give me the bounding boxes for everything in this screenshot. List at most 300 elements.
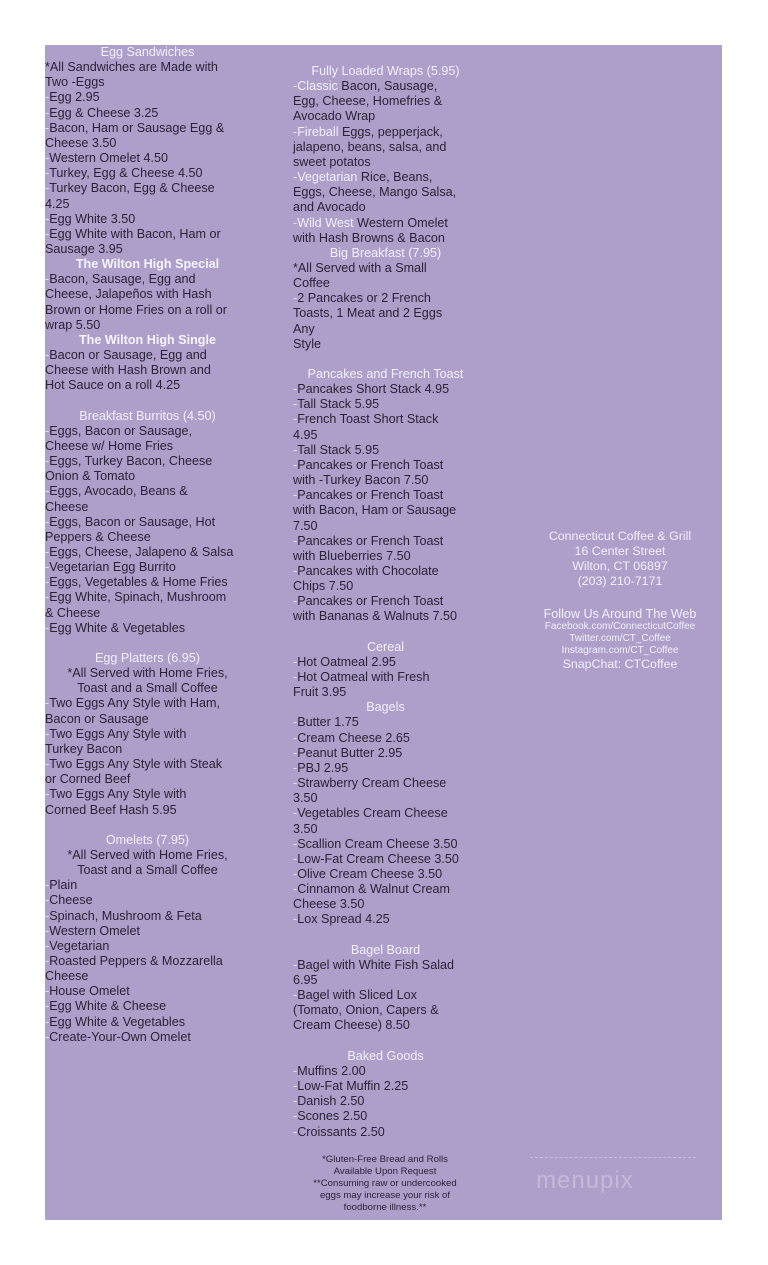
menu-item: [45, 181, 215, 196]
menu-item: [293, 458, 443, 473]
dash-marker: -: [45, 454, 50, 469]
dash-marker: -: [293, 776, 298, 791]
dash-marker: -: [45, 544, 50, 559]
line-text: Pancakes or French Toast: [297, 457, 444, 472]
menu-item: [293, 564, 439, 579]
menu-item-continued: [45, 242, 123, 257]
menu-item: [293, 1064, 366, 1079]
instagram-link[interactable]: Instagram.com/CT_Coffee: [561, 645, 679, 656]
menu-item-continued: [45, 969, 88, 984]
line-text: Toasts, 1 Meat and 2 Eggs: [293, 306, 443, 321]
menu-item-continued: [293, 549, 411, 564]
menu-item: [45, 924, 140, 939]
menu-item-continued: [293, 609, 457, 624]
line-text: Bacon or Sausage: [45, 711, 149, 726]
dash-marker: -: [293, 851, 298, 866]
line-text: Fruit 3.95: [293, 685, 347, 700]
menu-item: [45, 212, 135, 227]
line-text: with Bananas & Walnuts 7.50: [293, 609, 458, 624]
line-text: Roasted Peppers & Mozzarella: [49, 954, 223, 968]
section-heading: [293, 640, 478, 655]
line-text: jalapeno, beans, salsa, and: [293, 139, 447, 154]
menu-item-continued: [293, 503, 456, 518]
menu-item-continued: [293, 428, 318, 443]
menu-item: [45, 106, 158, 121]
raw-eggs-warning-2: eggs may increase your risk of: [319, 1190, 451, 1201]
line-text: Style: [293, 336, 321, 351]
menu-item-continued: [293, 200, 366, 215]
menu-item-continued: [293, 306, 442, 321]
dash-marker: -: [45, 878, 50, 893]
gluten-free-note: *Gluten-Free Bread and Rolls: [322, 1154, 448, 1165]
address-city: Wilton, CT 06897: [572, 559, 668, 573]
line-text: Cinnamon & Walnut Cream: [297, 882, 451, 897]
dash-marker: -: [45, 999, 50, 1014]
menu-item-continued: [45, 378, 180, 393]
line-text: Two Eggs Any Style with Ham,: [49, 696, 220, 711]
menu-item-continued: [293, 519, 318, 534]
dash-marker: -: [293, 382, 298, 397]
line-text: Tall Stack 5.95: [297, 397, 380, 412]
dash-marker: -: [45, 696, 50, 711]
line-text: Eggs, Cheese, Mango Salsa,: [293, 185, 457, 200]
wrap-item: [293, 125, 443, 140]
menu-item: [293, 958, 454, 973]
dash-marker: -: [45, 484, 50, 499]
line-text: Omelets (7.95): [105, 832, 190, 847]
line-text: Two Eggs Any Style with Steak: [49, 757, 223, 772]
line-text: Vegetarian: [49, 938, 110, 953]
menu-item: [45, 545, 233, 560]
menu-item: [45, 515, 215, 530]
menu-item: [293, 488, 443, 503]
line-text: Egg White 3.50: [49, 211, 136, 226]
menu-item-continued: [293, 897, 364, 912]
snapchat-handle: SnapChat: CTCoffee: [562, 657, 678, 671]
wrap-name: Wild West: [297, 215, 354, 230]
dash-marker: -: [45, 757, 50, 772]
line-text: 4.95: [293, 427, 318, 442]
section-note: [45, 666, 250, 681]
section-note: [45, 681, 250, 696]
dash-marker: -: [293, 397, 298, 412]
line-text: Cheese: [45, 969, 89, 984]
line-text: sweet potatos: [293, 154, 371, 169]
line-text: Low-Fat Cream Cheese 3.50: [297, 851, 459, 866]
menu-item-continued: [293, 337, 321, 352]
menu-item: [45, 1030, 191, 1045]
line-text: Plain: [49, 878, 78, 893]
menu-item: [293, 761, 348, 776]
dash-marker: -: [293, 654, 298, 669]
dash-marker: -: [293, 912, 298, 927]
line-text: Muffins 2.00: [297, 1063, 366, 1078]
social-links: [520, 607, 720, 671]
line-text: Baked Goods: [347, 1048, 424, 1063]
menu-item: [45, 151, 168, 166]
dash-marker: -: [293, 866, 298, 881]
menu-item-continued: [45, 75, 105, 90]
dash-marker: -: [293, 488, 298, 503]
dash-marker: -: [45, 575, 50, 590]
line-text: Cream Cheese) 8.50: [293, 1018, 410, 1033]
line-text: Eggs, Bacon or Sausage,: [49, 423, 193, 438]
dash-marker: -: [45, 726, 50, 741]
dash-marker: -: [293, 1109, 298, 1124]
section-heading: [45, 651, 250, 666]
menu-item: [45, 560, 176, 575]
menu-item-continued: [45, 469, 135, 484]
menu-item: [293, 776, 446, 791]
line-text: Bacon, Sausage, Egg and: [49, 272, 196, 287]
menu-item: [45, 166, 203, 181]
line-text: Two -Eggs: [45, 75, 105, 90]
menu-item-continued: [45, 439, 173, 454]
line-text: Bagels: [366, 700, 405, 715]
wrap-item: [293, 170, 432, 185]
menu-item-continued: [293, 973, 318, 988]
menu-item-continued: [45, 500, 88, 515]
line-text: with Hash Browns & Bacon: [293, 230, 445, 245]
line-text: Breakfast Burritos (4.50): [79, 408, 216, 423]
line-text: Chips 7.50: [293, 579, 354, 594]
dash-marker: -: [293, 1063, 298, 1078]
line-text: Tall Stack 5.95: [297, 442, 380, 457]
section-heading: [293, 1049, 478, 1064]
raw-eggs-warning: **Consuming raw or undercooked: [313, 1178, 457, 1189]
wrap-name: Classic: [297, 79, 338, 94]
dash-marker: -: [45, 923, 50, 938]
line-text: Egg White, Spinach, Mushroom: [49, 590, 227, 605]
menu-item: [45, 909, 202, 924]
line-text: Cheese: [45, 499, 89, 514]
line-text: *All Served with Home Fries,: [67, 666, 228, 681]
line-text: Egg Platters (6.95): [95, 651, 200, 665]
line-text: 4.25: [45, 196, 70, 211]
dash-marker: -: [293, 745, 298, 760]
line-text: Onion & Tomato: [45, 469, 136, 484]
dash-marker: -: [45, 560, 50, 575]
line-text: Cheese w/ Home Fries: [45, 438, 174, 453]
line-text: *All Sandwiches are Made with: [45, 60, 218, 75]
line-text: Scallion Cream Cheese 3.50: [297, 836, 458, 851]
dash-marker: -: [45, 954, 50, 968]
line-text: Croissants 2.50: [297, 1124, 385, 1139]
section-heading: [293, 64, 478, 79]
line-text: Pancakes with Chocolate: [297, 563, 439, 578]
line-text: The Wilton High Special: [75, 257, 220, 272]
dash-marker: -: [45, 211, 50, 226]
dash-marker: -: [45, 105, 50, 120]
line-text: Hot Sauce on a roll 4.25: [45, 378, 181, 393]
line-text: Avocado Wrap: [293, 109, 376, 124]
line-text: (Tomato, Onion, Capers &: [293, 1003, 439, 1018]
menu-item: [45, 348, 207, 363]
line-text: Cheese with Hash Brown and: [45, 363, 211, 378]
menu-item: [293, 746, 402, 761]
special-heading: [45, 257, 250, 272]
dash-marker: -: [293, 882, 298, 897]
line-text: with Blueberries 7.50: [293, 548, 411, 563]
line-text: Hot Oatmeal 2.95: [297, 654, 396, 669]
special-heading: [45, 333, 250, 348]
line-text: Any: [293, 321, 315, 336]
line-text: Rice, Beans,: [357, 170, 433, 185]
menu-item-continued: [293, 791, 318, 806]
dash-marker: -: [45, 226, 50, 241]
dash-marker: -: [45, 423, 50, 438]
dash-marker: -: [45, 1029, 50, 1044]
menu-item: [45, 984, 130, 999]
section-heading: [45, 409, 250, 424]
line-text: Cereal: [366, 639, 405, 654]
dash-marker: -: [293, 715, 298, 730]
dash-marker: -: [45, 908, 50, 923]
dash-marker: -: [293, 533, 298, 548]
line-text: Bagel Board: [350, 942, 421, 957]
line-text: Cream Cheese 2.65: [297, 730, 410, 745]
menu-item: [45, 272, 196, 287]
line-text: *All Served with a Small: [293, 260, 427, 275]
line-text: 7.50: [293, 518, 318, 533]
menu-item-continued: [293, 1003, 439, 1018]
dash-marker: -: [293, 1124, 298, 1139]
line-text: Egg White & Cheese: [49, 999, 167, 1014]
menu-item: [45, 696, 220, 711]
line-text: Egg White & Vegetables: [49, 1014, 186, 1029]
line-text: Egg, Cheese, Homefries &: [293, 94, 443, 109]
dash-marker: -: [45, 1014, 50, 1029]
line-text: Danish 2.50: [297, 1094, 365, 1109]
menu-item-continued: [45, 712, 149, 727]
dash-marker: -: [45, 166, 50, 181]
menu-item: [45, 424, 192, 439]
menu-item: [45, 484, 188, 499]
facebook-link[interactable]: Facebook.com/ConnecticutCoffee: [544, 621, 696, 632]
line-text: Toast and a Small Coffee: [77, 681, 218, 696]
line-text: Butter 1.75: [297, 715, 359, 730]
dash-marker: -: [45, 151, 50, 166]
dash-marker: -: [293, 457, 298, 472]
menu-item: [293, 867, 442, 882]
menu-item: [45, 621, 185, 636]
line-text: & Cheese: [45, 605, 101, 620]
line-text: Big Breakfast (7.95): [329, 245, 442, 260]
line-text: wrap 5.50: [45, 317, 101, 332]
menu-item: [293, 291, 431, 306]
wrap-item: [293, 216, 448, 231]
line-text: Eggs, Cheese, Jalapeno & Salsa: [49, 544, 234, 559]
menu-item: [45, 90, 100, 105]
address-street: 16 Center Street: [574, 544, 666, 558]
menu-item: [293, 1079, 408, 1094]
line-text: *All Served with Home Fries,: [67, 847, 228, 862]
menu-item: [293, 443, 379, 458]
line-text: Pancakes or French Toast: [297, 594, 444, 609]
line-text: 3.50: [293, 821, 318, 836]
line-text: with Bacon, Ham or Sausage: [293, 503, 457, 518]
line-text: Western Omelet: [49, 923, 140, 938]
wrap-name: Vegetarian: [297, 170, 358, 185]
dash-marker: -: [293, 988, 298, 1003]
menu-item: [45, 893, 93, 908]
menu-item-continued: [293, 685, 346, 700]
menu-item-continued: [45, 772, 130, 787]
menu-item-continued: [293, 231, 445, 246]
menu-item: [45, 954, 223, 969]
menu-item-continued: [293, 140, 446, 155]
dash-marker: -: [45, 938, 50, 953]
menu-item: [293, 397, 379, 412]
line-text: Turkey, Egg & Cheese 4.50: [49, 166, 203, 181]
contact-info: [520, 529, 720, 589]
section-heading: [293, 246, 478, 261]
menu-item: [293, 882, 450, 897]
line-text: 6.95: [293, 973, 318, 987]
line-text: Lox Spread 4.25: [297, 912, 390, 927]
line-text: Olive Cream Cheese 3.50: [297, 866, 443, 881]
line-text: Scones 2.50: [297, 1109, 368, 1124]
dash-marker: -: [293, 806, 298, 821]
dash-marker: -: [45, 787, 50, 802]
section-heading: [293, 367, 478, 382]
menu-item-continued: [45, 303, 227, 318]
menu-item: [45, 454, 212, 469]
menu-item-continued: [293, 579, 353, 594]
menu-item: [293, 806, 448, 821]
menu-item-continued: [293, 94, 442, 109]
dash-marker: -: [45, 620, 50, 635]
dash-marker: -: [45, 514, 50, 529]
menu-item-continued: [45, 803, 177, 818]
menupix-watermark: menupix: [530, 1157, 696, 1204]
line-text: Egg 2.95: [49, 90, 100, 105]
menu-item-continued: [293, 155, 371, 170]
menu-item-continued: [293, 1018, 410, 1033]
section-heading: [45, 833, 250, 848]
dash-marker: -: [293, 563, 298, 578]
section-heading: [45, 45, 250, 60]
menu-item: [293, 594, 443, 609]
dash-marker: -: [45, 272, 50, 287]
line-text: Pancakes or French Toast: [297, 488, 444, 503]
menu-item: [293, 912, 390, 927]
dash-marker: -: [293, 670, 298, 684]
line-text: Two Eggs Any Style with: [49, 787, 187, 802]
section-note: [45, 848, 250, 863]
line-text: Bacon, Sausage,: [337, 79, 438, 94]
line-text: Cheese: [49, 893, 93, 908]
line-text: Pancakes or French Toast: [297, 533, 444, 548]
line-text: Western Omelet: [353, 215, 448, 230]
menu-item-continued: [293, 185, 456, 200]
menu-item: [45, 939, 109, 954]
menu-item-continued: [45, 60, 218, 75]
line-text: and Avocado: [293, 200, 366, 215]
dash-marker: -: [45, 984, 50, 999]
menu-item: [293, 382, 449, 397]
menu-item-continued: [45, 363, 211, 378]
menu-item: [45, 590, 226, 605]
menu-item-continued: [45, 197, 70, 212]
line-text: with -Turkey Bacon 7.50: [293, 473, 429, 488]
menu-item: [293, 715, 359, 730]
menu-item: [45, 575, 228, 590]
line-text: Peppers & Cheese: [45, 529, 151, 544]
menu-item: [293, 655, 396, 670]
menu-item-continued: [293, 109, 375, 124]
menu-item-continued: [293, 322, 315, 337]
dash-marker: -: [293, 730, 298, 745]
menu-item-continued: [45, 287, 212, 302]
line-text: Pancakes and French Toast: [307, 367, 464, 381]
menu-item: [45, 787, 186, 802]
line-text: Create-Your-Own Omelet: [49, 1029, 191, 1044]
dash-marker: -: [45, 348, 50, 362]
line-text: Brown or Home Fries on a roll or: [45, 302, 227, 317]
menu-item: [45, 727, 186, 742]
raw-eggs-warning-3: foodborne illness.**: [343, 1202, 427, 1213]
menu-item: [293, 1109, 367, 1124]
menu-item-continued: [293, 822, 318, 837]
menu-item-continued: [293, 473, 428, 488]
dash-marker: -: [293, 412, 298, 427]
section-note: [45, 863, 250, 878]
line-text: Low-Fat Muffin 2.25: [297, 1079, 409, 1094]
line-text: Fully Loaded Wraps (5.95): [311, 64, 460, 78]
menu-item: [293, 731, 410, 746]
dash-marker: -: [293, 594, 298, 609]
dash-marker: -: [45, 590, 50, 605]
line-text: Cheese 3.50: [293, 897, 365, 912]
wrap-item: [293, 79, 437, 94]
line-text: Peanut Butter 2.95: [297, 745, 403, 760]
dash-marker: -: [293, 124, 298, 139]
follow-title: Follow Us Around The Web: [543, 607, 697, 621]
wrap-name: Fireball: [297, 124, 339, 139]
menu-item: [293, 988, 417, 1003]
line-text: PBJ 2.95: [297, 760, 349, 775]
dash-marker: -: [293, 1079, 298, 1094]
line-text: French Toast Short Stack: [297, 412, 439, 427]
line-text: Eggs, Turkey Bacon, Cheese: [49, 454, 213, 469]
menu-item: [293, 534, 443, 549]
dash-marker: -: [45, 90, 50, 105]
line-text: Toast and a Small Coffee: [77, 863, 218, 878]
twitter-link[interactable]: Twitter.com/CT_Coffee: [569, 633, 671, 644]
menu-item: [45, 878, 77, 893]
line-text: Egg White with Bacon, Ham or: [49, 226, 221, 241]
line-text: Bacon or Sausage, Egg and: [49, 348, 207, 362]
menu-item-continued: [45, 136, 116, 151]
line-text: Western Omelet 4.50: [49, 151, 168, 166]
line-text: Bagel with White Fish Salad: [297, 957, 454, 972]
dash-marker: -: [45, 120, 50, 135]
restaurant-name: Connecticut Coffee & Grill: [548, 529, 692, 543]
menu-item: [293, 852, 459, 867]
line-text: Coffee: [293, 276, 330, 291]
line-text: Egg Sandwiches: [100, 45, 195, 59]
dash-marker: -: [293, 79, 298, 94]
line-text: 3.50: [293, 791, 318, 806]
line-text: Vegetables Cream Cheese: [297, 806, 448, 821]
dash-marker: -: [293, 291, 298, 306]
menu-item-continued: [293, 261, 427, 276]
line-text: Turkey Bacon, Egg & Cheese: [49, 181, 215, 196]
line-text: Sausage 3.95: [45, 241, 123, 256]
dash-marker: -: [293, 170, 298, 185]
dash-marker: -: [293, 1094, 298, 1109]
